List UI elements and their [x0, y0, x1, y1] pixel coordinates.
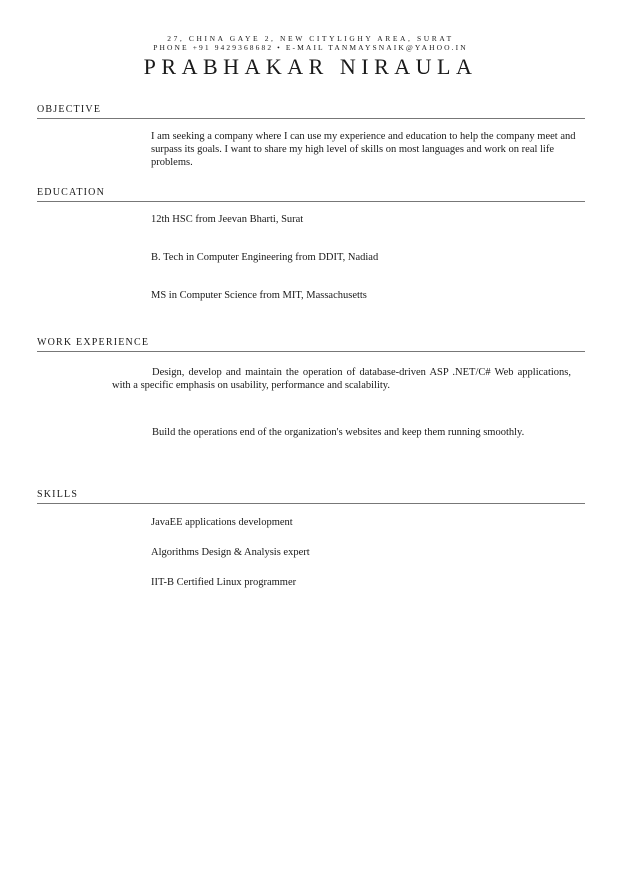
address-line: 27, CHINA GAYE 2, NEW CITYLIGHY AREA, SURAT [167, 34, 454, 43]
education-item: MS in Computer Science from MIT, Massachusetts [151, 290, 367, 301]
work-item: Build the operations end of the organization's websites and keep them running smoothly. [152, 427, 525, 438]
section-divider [37, 118, 585, 119]
skill-item: Algorithms Design & Analysis expert [151, 547, 310, 558]
section-title-education: EDUCATION [37, 187, 106, 198]
work-item: Design, develop and maintain the operation of database-driven ASP .NET/C# Web applications, with a specific emphasis on usability, performance and scalability. [112, 367, 571, 391]
section-divider [37, 503, 585, 504]
section-title-skills: SKILLS [37, 489, 79, 500]
education-item: 12th HSC from Jeevan Bharti, Surat [151, 214, 304, 225]
contact-line: PHONE +91 9429368682 • E-MAIL TANMAYSNAIK@YAHOO.IN [153, 43, 468, 52]
objective-text: I am seeking a company where I can use my experience and education to help the company meet and surpass its goals. I want to share my high level of skills on most languages and work on real life problems. [151, 131, 576, 168]
section-divider [37, 351, 585, 352]
skill-item: IIT-B Certified Linux programmer [151, 577, 297, 588]
section-divider [37, 201, 585, 202]
candidate-name: PRABHAKAR NIRAULA [143, 54, 478, 79]
section-title-work-experience: WORK EXPERIENCE [37, 337, 150, 348]
skill-item: JavaEE applications development [151, 517, 293, 528]
education-item: B. Tech in Computer Engineering from DDIT, Nadiad [151, 252, 379, 263]
section-title-objective: OBJECTIVE [37, 104, 102, 115]
